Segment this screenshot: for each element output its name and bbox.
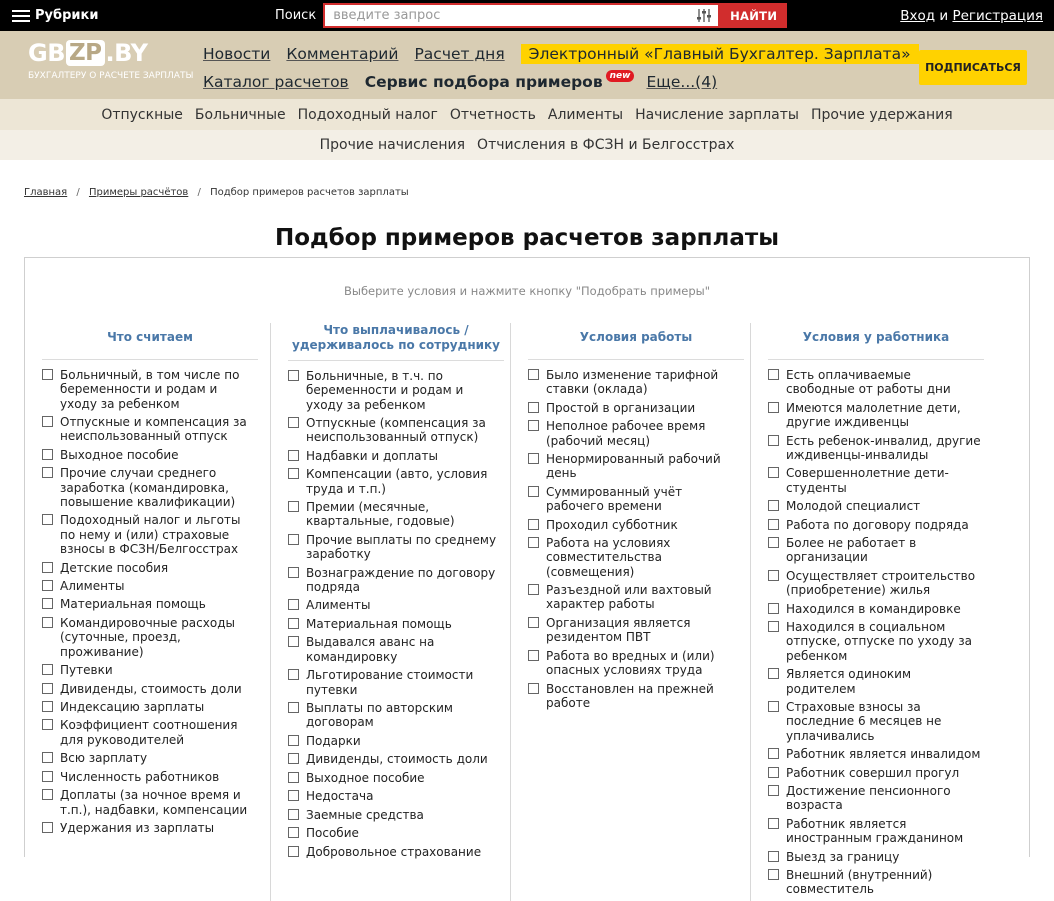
filter-option-label: Было изменение тарифной ставки (оклада)	[546, 368, 719, 397]
checkbox[interactable]	[528, 453, 539, 464]
checkbox[interactable]	[768, 701, 779, 712]
filter-option[interactable]	[768, 817, 991, 846]
column-title: Что считаем	[42, 323, 258, 360]
category-link[interactable]: Прочие начисления	[319, 137, 466, 153]
filter-option[interactable]	[768, 667, 991, 696]
checkbox[interactable]	[768, 402, 779, 413]
filter-option-label: Заемные средства	[306, 807, 424, 822]
filter-option-label: Страховые взносы за последние 6 месяцев не уплачивались	[786, 700, 942, 743]
checkbox[interactable]	[288, 809, 299, 820]
filter-option-label: Прочие случаи среднего заработка (командировка, повышение квалификации)	[60, 466, 236, 509]
auth-links	[900, 8, 1043, 24]
checkbox[interactable]	[288, 790, 299, 801]
filter-option-label: Проходил субботник	[546, 517, 678, 532]
checkbox[interactable]	[42, 683, 53, 694]
column-title: Условия работы	[528, 323, 744, 360]
checkbox[interactable]	[528, 519, 539, 530]
filter-option[interactable]	[42, 597, 270, 611]
logo-gb: GB	[28, 39, 65, 67]
checkbox[interactable]	[768, 818, 779, 829]
filter-option[interactable]	[768, 784, 991, 813]
filter-option[interactable]	[768, 499, 991, 513]
filter-option[interactable]	[288, 845, 510, 859]
checkbox[interactable]	[768, 570, 779, 581]
filter-option-label: Путевки	[60, 663, 113, 678]
checkbox[interactable]	[528, 650, 539, 661]
filter-option-label: Внешний (внутренний) совместитель	[786, 868, 933, 897]
filter-option[interactable]	[288, 826, 510, 840]
filter-option[interactable]	[288, 752, 510, 766]
filter-option[interactable]	[288, 467, 510, 496]
filter-option[interactable]	[768, 700, 991, 743]
checkbox[interactable]	[768, 851, 779, 862]
checkbox[interactable]	[288, 669, 299, 680]
filter-option-label: Находился в командировке	[786, 601, 961, 616]
filter-option[interactable]	[528, 616, 750, 645]
rubrics-label: Рубрики	[35, 8, 99, 23]
filter-option-label: Восстановлен на прежней работе	[546, 681, 714, 710]
filter-option-label: Больничные, в т.ч. по беременности и родам и уходу за ребенком	[306, 369, 464, 412]
checkbox[interactable]	[42, 771, 53, 782]
nav-ejournal[interactable]: Электронный «Главный Бухгалтер. Зарплата»	[521, 44, 919, 64]
category-menu	[0, 99, 1054, 130]
checkbox[interactable]	[288, 599, 299, 610]
checkbox[interactable]	[768, 603, 779, 614]
filter-option[interactable]	[42, 513, 270, 556]
filter-option-label: Подарки	[306, 733, 361, 748]
checkbox[interactable]	[288, 370, 299, 381]
checkbox[interactable]	[42, 467, 53, 478]
filter-option-label: Коэффициент соотношения для руководителей	[60, 718, 238, 747]
filter-option-label: Доплаты (за ночное время и т.п.), надбавки, компенсации	[60, 788, 248, 817]
filter-option-label: Командировочные расходы (суточные, проезд, проживание)	[60, 615, 235, 659]
filter-option-label: Алименты	[306, 598, 371, 613]
register-link[interactable]: Регистрация	[952, 8, 1043, 24]
breadcrumb-examples[interactable]: Примеры расчётов	[88, 187, 189, 198]
checkbox[interactable]	[528, 537, 539, 548]
checkbox[interactable]	[288, 702, 299, 713]
checkbox[interactable]	[42, 701, 53, 712]
filter-option[interactable]	[288, 701, 510, 730]
filter-option-label: Находился в социальном отпуске, отпуске по уходу за ребенком	[786, 620, 972, 663]
filter-option[interactable]	[288, 617, 510, 631]
filter-column	[511, 323, 751, 901]
filter-option[interactable]	[42, 770, 270, 784]
filter-option[interactable]	[768, 620, 991, 663]
category-link[interactable]: Прочие удержания	[810, 106, 953, 123]
checkbox[interactable]	[768, 748, 779, 759]
filter-option-label: Есть оплачиваемые свободные от работы дни	[786, 368, 951, 397]
filter-option[interactable]	[288, 369, 510, 412]
logo-tagline: БУХГАЛТЕРУ О РАСЧЕТЕ ЗАРПЛАТЫ	[28, 71, 194, 81]
checkbox[interactable]	[288, 468, 299, 479]
filter-option[interactable]	[42, 466, 270, 509]
filter-option-label: Всю зарплату	[60, 751, 148, 766]
category-link[interactable]: Отчетность	[449, 106, 536, 123]
checkbox[interactable]	[42, 752, 53, 763]
filter-option-label: Отпускные (компенсация за неиспользованный отпуск)	[306, 416, 486, 445]
checkbox[interactable]	[288, 827, 299, 838]
filter-option[interactable]	[768, 466, 991, 495]
filter-option-label: Численность работников	[60, 769, 220, 784]
page-title: Подбор примеров расчетов зарплаты	[274, 225, 780, 251]
filter-option[interactable]	[42, 616, 270, 659]
checkbox[interactable]	[768, 621, 779, 632]
filter-option-label: Отпускные и компенсация за неиспользованный отпуск	[60, 415, 247, 444]
category-link[interactable]: Больничные	[194, 106, 286, 123]
checkbox[interactable]	[768, 500, 779, 511]
filter-option[interactable]	[288, 598, 510, 612]
breadcrumb-home[interactable]: Главная	[24, 187, 68, 198]
checkbox[interactable]	[288, 417, 299, 428]
filter-option[interactable]	[288, 635, 510, 664]
category-link[interactable]: Подоходный налог	[297, 106, 438, 123]
checkbox[interactable]	[288, 567, 299, 578]
checkbox[interactable]	[768, 767, 779, 778]
site-logo[interactable]	[28, 39, 194, 93]
filter-option[interactable]	[288, 500, 510, 529]
filter-option[interactable]	[42, 682, 270, 696]
checkbox[interactable]	[528, 584, 539, 595]
filter-option-label: Льготирование стоимости путевки	[306, 668, 474, 697]
logo-zp: ZP	[66, 40, 105, 66]
checkbox[interactable]	[768, 369, 779, 380]
filter-option-label: Дивиденды, стоимость доли	[306, 752, 488, 767]
filter-option-label: Работа на условиях совместительства (совмещения)	[546, 536, 671, 579]
column-title: Условия у работника	[768, 323, 984, 360]
filter-option[interactable]	[528, 419, 750, 448]
category-link[interactable]: Отчисления в ФСЗН и Белгосстрах	[477, 137, 735, 153]
filter-option-label: Выходное пособие	[60, 447, 179, 462]
checkbox[interactable]	[42, 562, 53, 573]
site-header	[0, 31, 1054, 99]
checkbox[interactable]	[528, 617, 539, 628]
checkbox[interactable]	[42, 719, 53, 730]
search-area	[275, 3, 787, 28]
checkbox[interactable]	[42, 789, 53, 800]
filter-option[interactable]	[768, 536, 991, 565]
checkbox[interactable]	[42, 449, 53, 460]
filter-option[interactable]	[42, 561, 270, 575]
filter-option-label: Выдавался аванс на командировку	[306, 635, 435, 664]
filter-option-label: Выходное пособие	[306, 770, 425, 785]
filter-option[interactable]	[42, 368, 270, 411]
filter-option-label: Удержания из зарплаты	[60, 821, 215, 836]
nav-service[interactable]: Сервис подбора примеров	[364, 73, 603, 91]
filter-option-label: Неполное рабочее время (рабочий месяц)	[546, 419, 706, 448]
filter-columns	[25, 323, 1029, 901]
filter-column	[751, 323, 991, 901]
filter-option[interactable]	[768, 518, 991, 532]
filter-option[interactable]	[768, 569, 991, 598]
checkbox[interactable]	[42, 580, 53, 591]
checkbox[interactable]	[288, 753, 299, 764]
filter-option[interactable]	[528, 401, 750, 415]
checkbox[interactable]	[528, 402, 539, 413]
filter-option-label: Компенсации (авто, условия труда и т.п.)	[306, 467, 488, 496]
filter-option[interactable]	[768, 434, 991, 463]
filter-option[interactable]	[42, 700, 270, 714]
filter-option-label: Алименты	[60, 578, 125, 593]
search-button[interactable]: НАЙТИ	[720, 3, 787, 28]
checkbox[interactable]	[42, 416, 53, 427]
checkbox[interactable]	[42, 598, 53, 609]
filter-option[interactable]	[528, 368, 750, 397]
filter-option[interactable]	[768, 868, 991, 897]
rubrics-menu-button[interactable]	[12, 8, 98, 23]
checkbox[interactable]	[528, 369, 539, 380]
filter-option-label: Имеются малолетние дети, другие иждивенцы	[786, 400, 961, 430]
filter-option-label: Надбавки и доплаты	[306, 448, 438, 463]
breadcrumb	[24, 187, 1054, 198]
filter-option-label: Работник совершил прогул	[786, 765, 960, 780]
filter-option-label: Более не работает в организации	[786, 536, 917, 565]
checkbox[interactable]	[768, 869, 779, 880]
filter-option[interactable]	[768, 401, 991, 430]
filter-option[interactable]	[528, 485, 750, 514]
filter-option[interactable]	[42, 751, 270, 765]
filter-option-label: Прочие выплаты по среднему заработку	[306, 532, 497, 562]
filter-option-label: Является одиноким родителем	[786, 667, 912, 696]
breadcrumb-separator: /	[76, 187, 80, 198]
checkbox[interactable]	[288, 618, 299, 629]
checkbox[interactable]	[768, 668, 779, 679]
auth-separator: и	[939, 8, 949, 24]
filter-option-label: Больничный, в том числе по беременности и родам и уходу за ребенком	[60, 368, 240, 411]
filter-option-label: Подоходный налог и льготы по нему и (или) страховые взносы в ФСЗН/Белгосстрах	[60, 513, 241, 557]
filter-option[interactable]	[768, 368, 991, 397]
filter-option-label: Работник является иностранным гражданином	[786, 816, 964, 846]
top-bar	[0, 0, 1054, 31]
filter-option[interactable]	[288, 449, 510, 463]
filter-option-label: Выплаты по авторским договорам	[306, 701, 453, 730]
checkbox[interactable]	[288, 636, 299, 647]
nav-comment[interactable]: Комментарий	[286, 45, 399, 63]
filter-option-label: Добровольное страхование	[306, 844, 482, 859]
category-menu-secondary	[0, 130, 1054, 160]
filter-option[interactable]	[288, 533, 510, 562]
filter-option-label: Премии (месячные, квартальные, годовые)	[306, 500, 455, 529]
filter-option-label: Материальная помощь	[60, 597, 206, 612]
filter-option[interactable]	[528, 536, 750, 579]
checkbox[interactable]	[528, 683, 539, 694]
filter-option[interactable]	[768, 747, 991, 761]
checkbox[interactable]	[288, 846, 299, 857]
filter-option[interactable]	[768, 602, 991, 616]
filter-option-label: Достижение пенсионного возраста	[786, 784, 951, 813]
filter-option-label: Работа по договору подряда	[786, 517, 969, 532]
filter-option[interactable]	[42, 821, 270, 835]
checkbox[interactable]	[288, 501, 299, 512]
filter-option-label: Дивиденды, стоимость доли	[60, 681, 242, 696]
filter-option[interactable]	[528, 452, 750, 481]
filter-option[interactable]	[42, 663, 270, 677]
logo-wordmark	[28, 39, 173, 67]
filter-option-label: Детские пособия	[60, 560, 169, 575]
checkbox[interactable]	[42, 822, 53, 833]
filter-column	[271, 323, 511, 901]
search-box	[323, 3, 720, 28]
filter-settings-icon[interactable]	[696, 8, 712, 23]
checkbox[interactable]	[768, 435, 779, 446]
checkbox[interactable]	[768, 537, 779, 548]
filter-option-label: Вознаграждение по договору подряда	[306, 565, 496, 594]
nav-calc-day[interactable]: Расчет дня	[414, 45, 505, 63]
filter-option-label: Материальная помощь	[306, 616, 452, 631]
category-link[interactable]: Алименты	[547, 106, 624, 123]
checkbox[interactable]	[42, 664, 53, 675]
checkbox[interactable]	[42, 514, 53, 525]
checkbox[interactable]	[528, 486, 539, 497]
filter-option[interactable]	[42, 448, 270, 462]
filter-option-label: Простой в организации	[546, 400, 696, 415]
filter-option[interactable]	[42, 415, 270, 444]
filter-option[interactable]	[768, 850, 991, 864]
checkbox[interactable]	[42, 617, 53, 628]
filter-option-label: Суммированный учёт рабочего времени	[546, 484, 683, 514]
subscribe-button[interactable]: ПОДПИСАТЬСЯ	[919, 50, 1027, 85]
filter-panel	[24, 257, 1030, 897]
filter-option-label: Выезд за границу	[786, 849, 900, 864]
login-link[interactable]: Вход	[900, 8, 936, 24]
filter-option[interactable]	[42, 788, 270, 817]
filter-option[interactable]	[42, 718, 270, 747]
instruction-text: Выберите условия и нажмите кнопку "Подобрать примеры"	[344, 284, 710, 298]
checkbox[interactable]	[288, 534, 299, 545]
filter-option-label: Есть ребенок-инвалид, другие иждивенцы-инвалиды	[786, 433, 981, 462]
filter-option-label: Молодой специалист	[786, 499, 921, 514]
filter-option-label: Индексацию зарплаты	[60, 700, 205, 714]
filter-option-label: Совершеннолетние дети-студенты	[786, 466, 949, 495]
column-title: Что выплачивалось / удерживалось по сотруднику	[288, 323, 504, 361]
filter-option[interactable]	[288, 734, 510, 748]
filter-option[interactable]	[528, 649, 750, 678]
new-badge: new	[606, 70, 635, 82]
checkbox[interactable]	[288, 450, 299, 461]
filter-option-label: Пособие	[306, 826, 359, 841]
filter-option[interactable]	[288, 789, 510, 803]
filter-option-label: Ненормированный рабочий день	[546, 452, 721, 481]
filter-option[interactable]	[768, 766, 991, 780]
category-link[interactable]: Отпускные	[101, 106, 183, 123]
filter-option[interactable]	[288, 771, 510, 785]
nav-more[interactable]: Еще...(4)	[646, 73, 718, 91]
checkbox[interactable]	[42, 369, 53, 380]
breadcrumb-current: Подбор примеров расчетов зарплаты	[210, 187, 409, 198]
filter-option-label: Разъездной или вахтовый характер работы	[546, 583, 712, 612]
hamburger-icon	[12, 10, 30, 22]
main-nav	[203, 43, 919, 99]
logo-by: .BY	[105, 39, 148, 67]
filter-option[interactable]	[528, 583, 750, 612]
checkbox[interactable]	[528, 420, 539, 431]
nav-news[interactable]: Новости	[203, 45, 271, 63]
filter-option[interactable]	[528, 682, 750, 711]
filter-option[interactable]	[288, 808, 510, 822]
checkbox[interactable]	[768, 519, 779, 530]
filter-option[interactable]	[288, 668, 510, 697]
filter-option-label: Организация является резидентом ПВТ	[546, 615, 691, 645]
filter-option[interactable]	[288, 566, 510, 595]
filter-column	[25, 323, 271, 901]
filter-option-label: Недостача	[306, 789, 374, 804]
search-label: Поиск	[275, 8, 317, 23]
filter-option[interactable]	[288, 416, 510, 445]
nav-catalog[interactable]: Каталог расчетов	[203, 73, 349, 91]
checkbox[interactable]	[768, 467, 779, 478]
checkbox[interactable]	[288, 772, 299, 783]
search-input[interactable]	[325, 5, 685, 26]
filter-option-label: Работник является инвалидом	[786, 747, 981, 762]
filter-option-label: Осуществляет строительство (приобретение) жилья	[786, 568, 976, 598]
checkbox[interactable]	[288, 735, 299, 746]
filter-option[interactable]	[528, 518, 750, 532]
filter-option[interactable]	[42, 579, 270, 593]
category-link[interactable]: Начисление зарплаты	[635, 106, 799, 123]
breadcrumb-separator: /	[197, 187, 201, 198]
checkbox[interactable]	[768, 785, 779, 796]
filter-option-label: Работа во вредных и (или) опасных условиях труда	[546, 648, 715, 678]
